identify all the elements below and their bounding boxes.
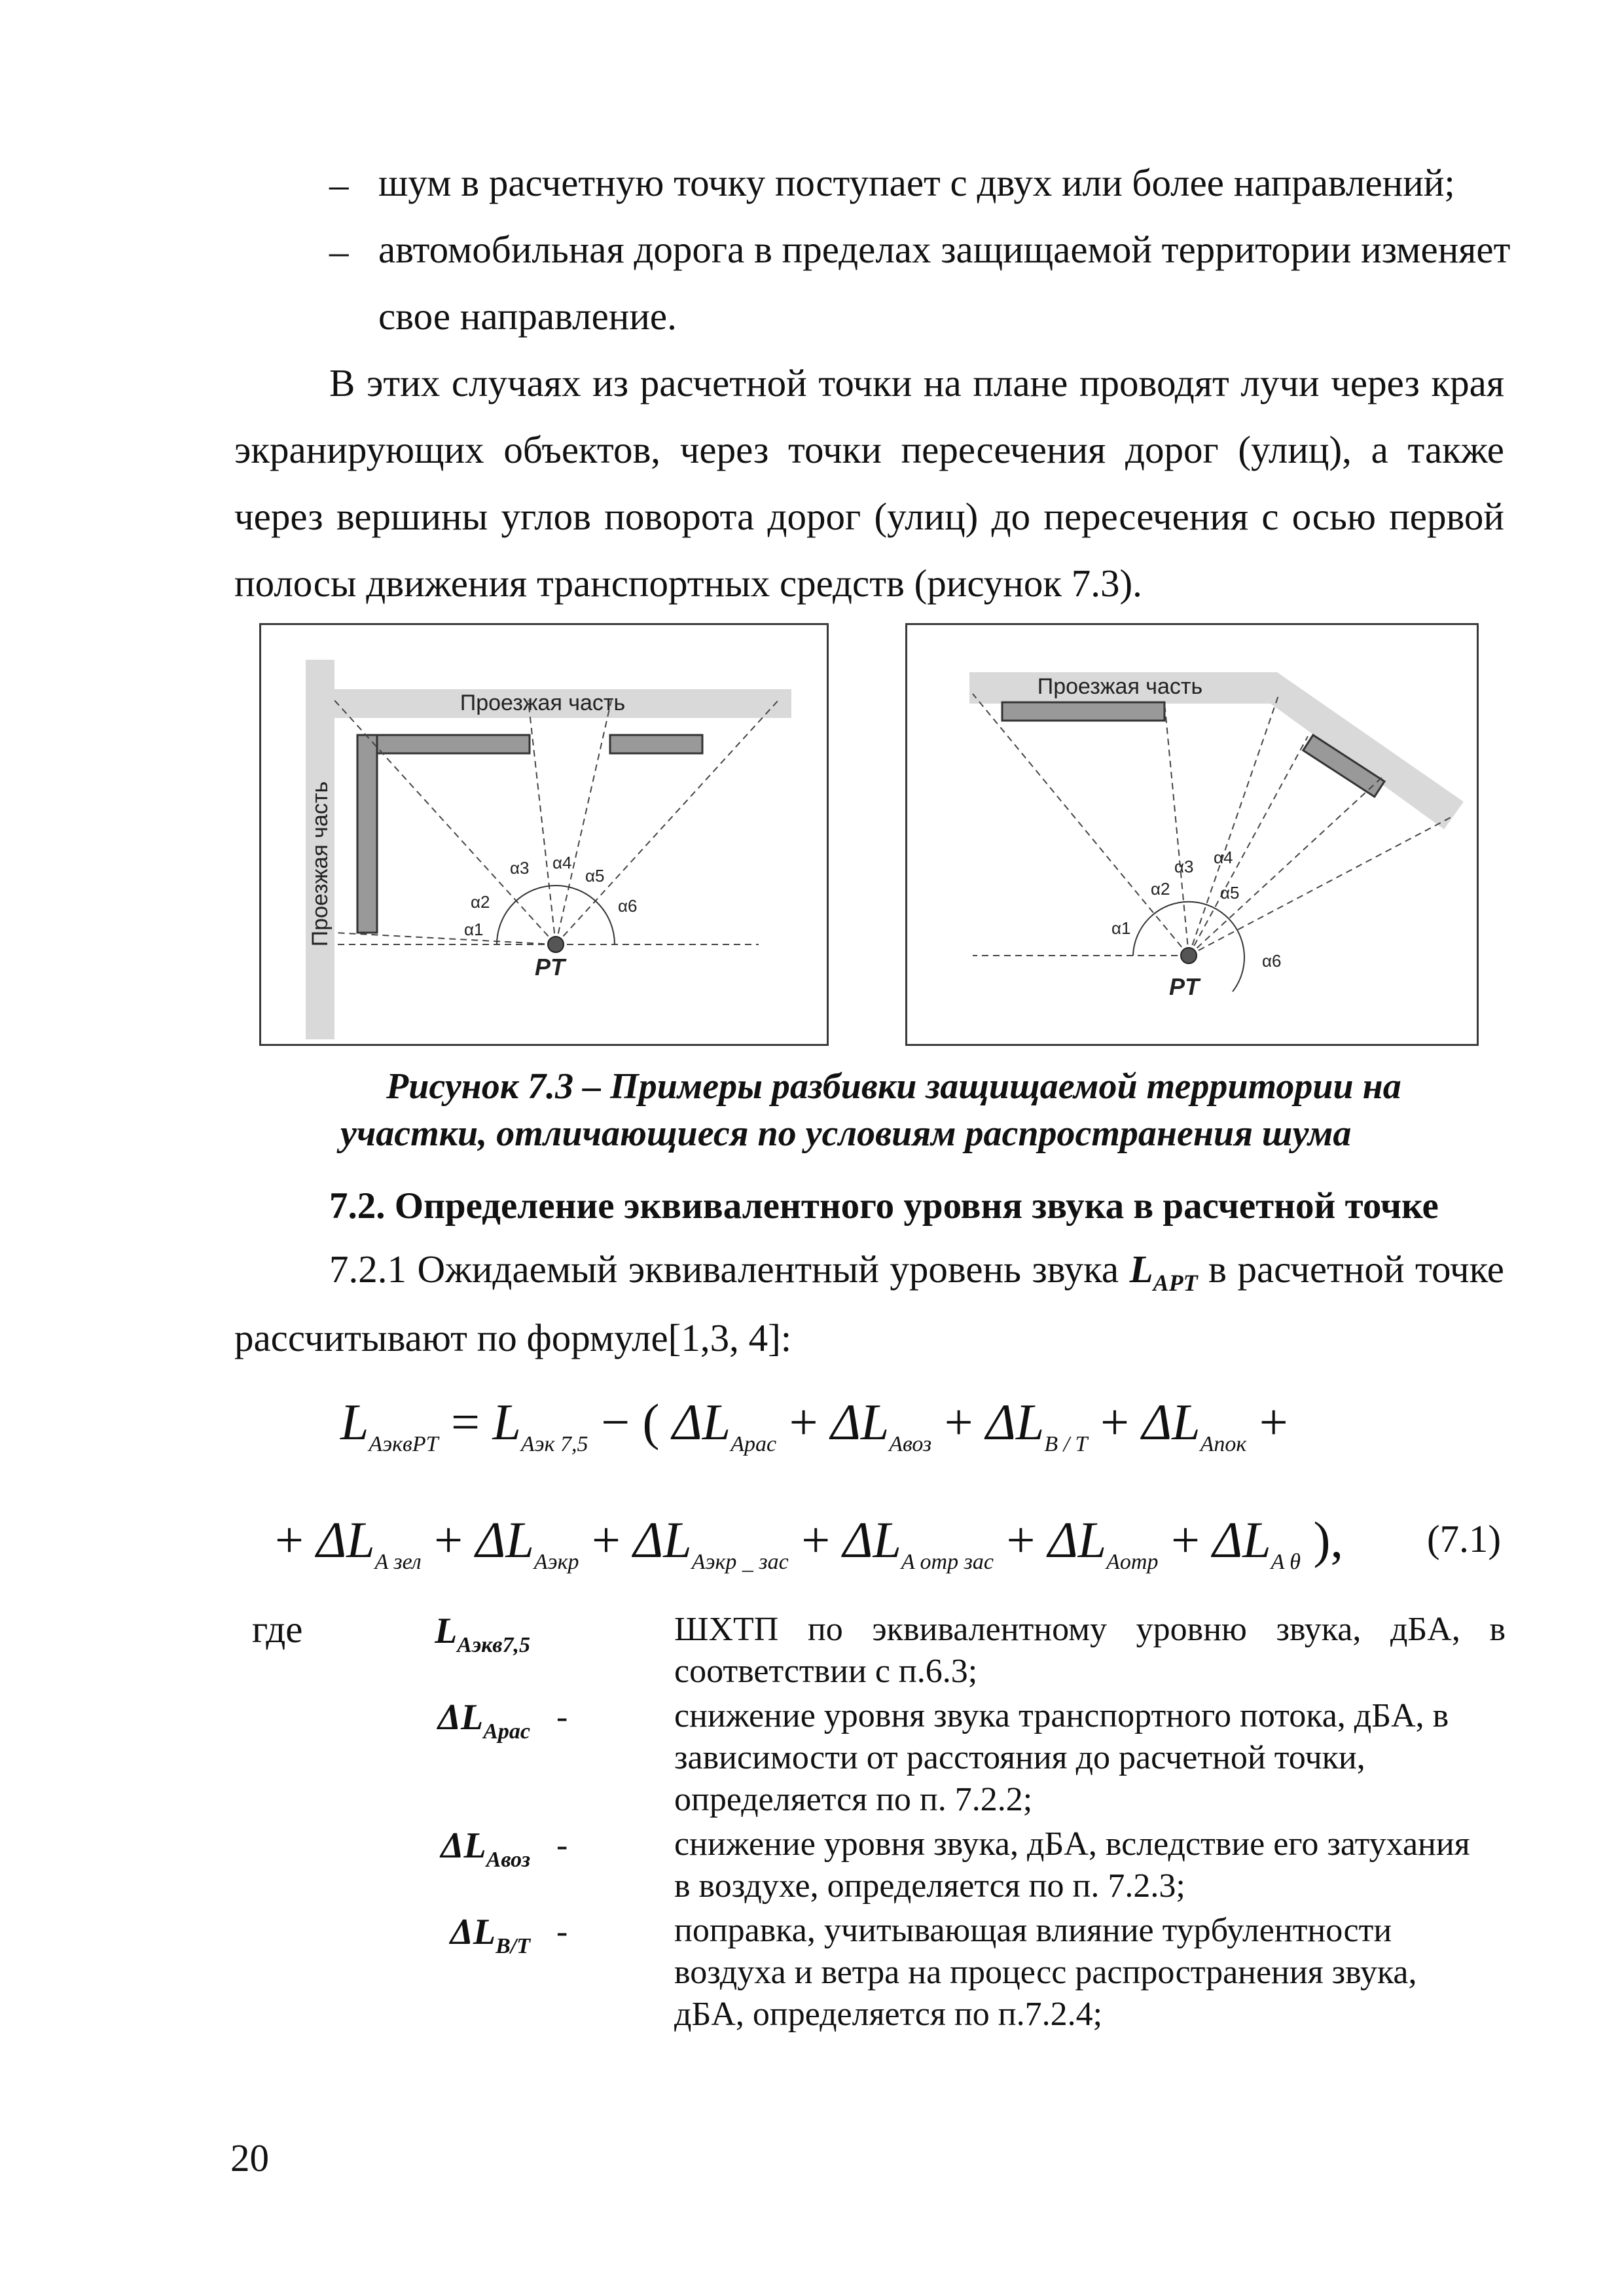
formula-term: $\Delta L_{Aотр}$ (1047, 1511, 1159, 1574)
definition-text-line: поправка, учитывающая влияние турбулентности (674, 1912, 1392, 1949)
angle-a1: α1 (464, 920, 484, 939)
angle-a4: α4 (1214, 848, 1233, 867)
paragraph2-text-b: в расчетной точке (1197, 1247, 1504, 1291)
definition-text (674, 1609, 1506, 1693)
bullet-dash-1: – (329, 163, 349, 206)
bullet-item-1: шум в расчетную точку поступает с двух или более направлений; (378, 161, 1455, 204)
formula-operator: + (1246, 1393, 1288, 1450)
formula-line-1 (340, 1393, 1288, 1457)
figure-right (905, 623, 1479, 1046)
section-heading: 7.2. Определение эквивалентного уровня звука в расчетной точке (329, 1185, 1439, 1227)
road-top-label: Проезжая часть (460, 691, 626, 715)
pt-label: PT (1169, 973, 1200, 1000)
screen-building-right (610, 735, 702, 753)
definition-dash: - (556, 1913, 568, 1950)
formula-term-subscript: Aпок (1200, 1432, 1247, 1456)
formula-operator: + (275, 1511, 317, 1568)
definition-symbol-subscript: Aрас (483, 1719, 530, 1744)
screen-building-top (357, 735, 530, 753)
road-top-label: Проезжая часть (1037, 674, 1203, 699)
definition-text (674, 1910, 1506, 2036)
formula-term-subscript: Aрас (731, 1432, 777, 1456)
definition-text-line: воздуха и ветра на процесс распространения звука, (674, 1954, 1417, 1991)
definition-symbol: $\Delta L_{Aвоз}$ (441, 1825, 530, 1872)
bullet-item-2-cont: свое направление. (378, 295, 677, 338)
formula-term-subscript: B / T (1044, 1432, 1088, 1456)
formula-term-subscript: Aотр (1106, 1550, 1159, 1574)
screen-building-left (1002, 702, 1164, 721)
where-label: где (252, 1607, 303, 1651)
formula-term: $\Delta L_{A отр зас}$ (842, 1511, 994, 1574)
angle-a2: α2 (471, 892, 490, 912)
rays (973, 694, 1452, 956)
paragraph2-text-a: 7.2.1 Ожидаемый эквивалентный уровень звука (329, 1247, 1130, 1291)
angle-a3: α3 (510, 858, 530, 878)
formula-operator: + (788, 1511, 843, 1568)
definition-text-line: дБA, определяется по п.7.2.4; (674, 1996, 1103, 2033)
formula-operator: + (1087, 1393, 1142, 1450)
paragraph2-line-2: рассчитывают по формуле[1,3, 4]: (234, 1316, 792, 1359)
formula-operator: + (931, 1393, 986, 1450)
angle-a4: α4 (552, 853, 572, 872)
angle-a5: α5 (585, 866, 605, 886)
definition-text-line: в воздухе, определяется по п. 7.2.3; (674, 1867, 1185, 1905)
formula-term: $\Delta L_{Aрас}$ (672, 1393, 777, 1456)
formula-term: $\Delta L_{Aпок}$ (1142, 1393, 1247, 1456)
formula-term: $L_{Aэк 7,5}$ (492, 1393, 588, 1456)
formula-term-subscript: Aэкр (533, 1550, 579, 1574)
bullet-dash-2: – (329, 230, 349, 273)
definition-symbol: $\Delta L_{Aрас}$ (437, 1697, 530, 1744)
definition-text-line: снижение уровня звука транспортного потока, дБA, в (674, 1697, 1449, 1734)
formula-operator: + (1158, 1511, 1213, 1568)
formula-line-2 (275, 1511, 1343, 1575)
pt-label: PT (535, 954, 566, 980)
definition-symbol-subscript: B/T (496, 1934, 530, 1958)
figure-left-diagram (261, 625, 827, 1044)
angle-a5: α5 (1220, 883, 1240, 903)
screen-building-side (357, 735, 377, 933)
paragraph-line-4: полосы движения транспортных средств (рисунок 7.3). (234, 562, 1142, 605)
formula-operator: + (993, 1511, 1048, 1568)
definition-text-line: соответствии с п.6.3; (674, 1653, 978, 1690)
definition-text-line: зависимости от расстояния до расчетной точки, (674, 1739, 1365, 1776)
angle-a6: α6 (1262, 951, 1282, 971)
formula-operator: − ( (588, 1393, 673, 1450)
figure-left (259, 623, 829, 1046)
paragraph2-symbol-sub: APT (1153, 1269, 1198, 1296)
angle-a2: α2 (1151, 879, 1170, 899)
point-pt (548, 937, 564, 952)
formula-number: (7.1) (1427, 1517, 1502, 1560)
definition-dash: - (556, 1698, 568, 1736)
formula-term: $\Delta L_{Aэкр}$ (475, 1511, 579, 1574)
definition-text-line: определяется по п. 7.2.2; (674, 1781, 1033, 1818)
figure-caption-line-2: участки, отличающиеся по условиям распространения шума (340, 1113, 1352, 1154)
road-side-label: Проезжая часть (308, 781, 333, 947)
formula-term-subscript: A θ (1271, 1550, 1301, 1574)
definition-text (674, 1823, 1506, 1907)
paragraph-line-1: В этих случаях из расчетной точки на плане проводят лучи через края (329, 361, 1504, 404)
definition-text-line: снижение уровня звука, дБA, вследствие его затухания (674, 1825, 1470, 1863)
formula-term: $\Delta L_{B / T}$ (986, 1393, 1088, 1456)
formula-term: $L_{AэквPT}$ (340, 1393, 439, 1456)
formula-term-subscript: A отр зас (901, 1550, 994, 1574)
formula-term: $\Delta L_{A зел}$ (316, 1511, 422, 1574)
page-number: 20 (230, 2136, 269, 2179)
formula-term-subscript: Aвоз (889, 1432, 932, 1456)
definition-symbol: $L_{Aэкв7,5}$ (435, 1611, 530, 1657)
definition-symbol-subscript: Aэкв7,5 (457, 1633, 530, 1657)
formula-term: $\Delta L_{Aэкр \_ зас}$ (633, 1511, 789, 1574)
paragraph-line-3: через вершины углов поворота дорог (улиц) до пересечения с осью первой (234, 495, 1504, 538)
paragraph-line-2: экранирующих объектов, через точки пересечения дорог (улиц), а также (234, 428, 1504, 471)
formula-operator: + (421, 1511, 476, 1568)
formula-operator: + (776, 1393, 831, 1450)
definition-text-line: ШХТП по эквивалентному уровню звука, дБA, в (674, 1611, 1506, 1648)
formula-operator: + (579, 1511, 634, 1568)
angle-a6: α6 (618, 896, 638, 916)
formula-operator: ), (1301, 1511, 1343, 1568)
angle-a1: α1 (1111, 918, 1131, 938)
figure-caption-line-1: Рисунок 7.3 – Примеры разбивки защищаемой территории на (386, 1066, 1401, 1107)
formula-term-subscript: AэквPT (369, 1432, 439, 1456)
formula-term-subscript: Aэк 7,5 (520, 1432, 588, 1456)
bullet-item-2: автомобильная дорога в пределах защищаемой территории изменяет (378, 228, 1511, 271)
definition-dash: - (556, 1827, 568, 1864)
angle-arc (497, 886, 615, 944)
formula-term-subscript: Aэкр _ зас (691, 1550, 789, 1574)
figure-right-diagram (907, 625, 1477, 1044)
definition-text (674, 1695, 1506, 1821)
formula-term: $\Delta L_{A \theta}$ (1212, 1511, 1301, 1574)
point-pt (1181, 948, 1197, 963)
formula-operator: = (438, 1393, 493, 1450)
definition-symbol-subscript: Aвоз (486, 1848, 530, 1872)
formula-term: $\Delta L_{Aвоз}$ (831, 1393, 932, 1456)
angle-a3: α3 (1174, 857, 1194, 876)
definition-symbol: $\Delta L_{B/T}$ (450, 1912, 530, 1958)
paragraph2-line-1 (329, 1247, 1504, 1296)
paragraph2-symbol: L (1129, 1247, 1153, 1291)
formula-term-subscript: A зел (374, 1550, 422, 1574)
